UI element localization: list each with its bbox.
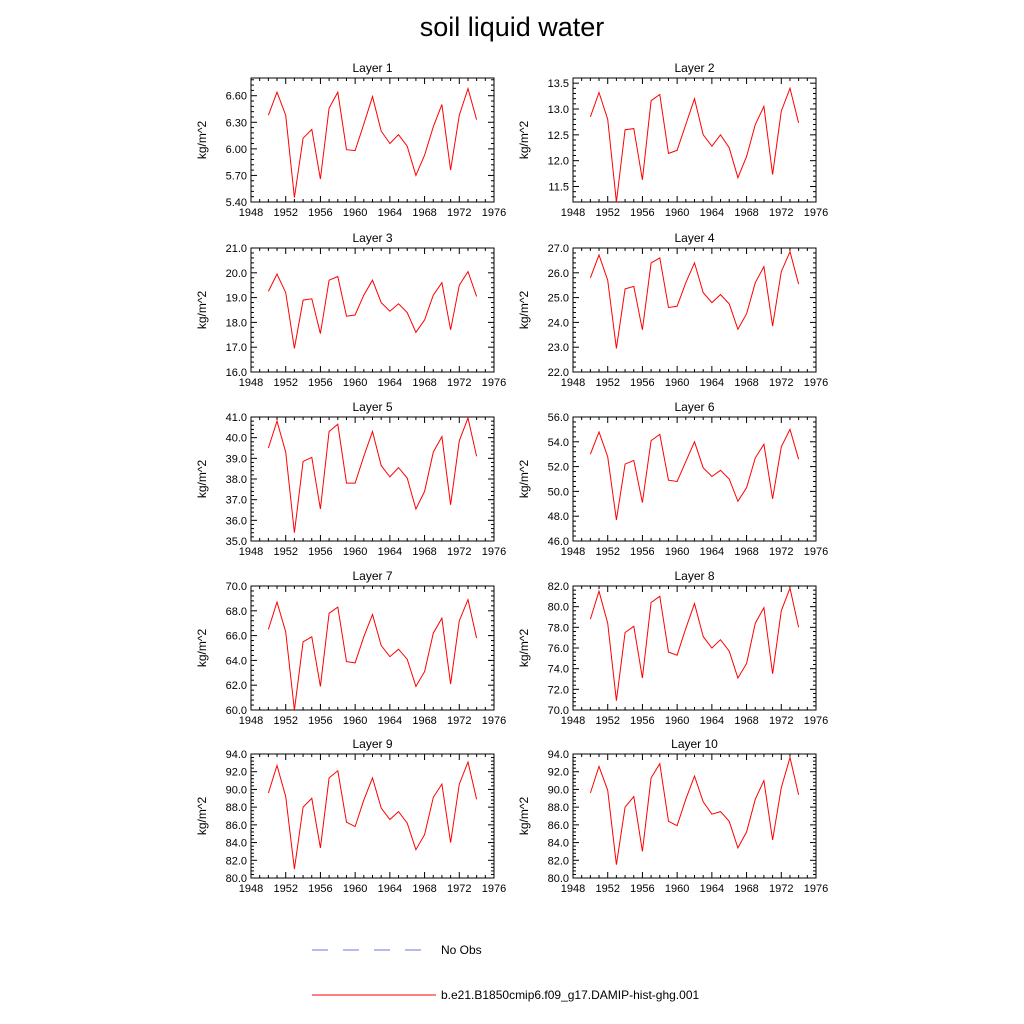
x-tick-label: 1964 (377, 546, 403, 558)
x-tick-label: 1964 (377, 377, 403, 389)
legend-label: b.e21.B1850cmip6.f09_g17.DAMIP-hist-ghg.001 (441, 988, 700, 1002)
x-tick-label: 1956 (630, 715, 655, 727)
plot-frame (251, 754, 494, 878)
panel-layer-8 (517, 569, 828, 727)
y-axis-label: kg/m^2 (195, 796, 209, 836)
x-tick-label: 1952 (273, 377, 298, 389)
y-axis-label: kg/m^2 (195, 628, 209, 668)
y-tick-label: 21.0 (225, 243, 247, 255)
x-tick-label: 1976 (803, 715, 829, 727)
series-line (268, 418, 476, 533)
panel-title: Layer 5 (352, 400, 393, 414)
x-tick-label: 1948 (238, 546, 264, 558)
x-tick-label: 1968 (412, 883, 437, 895)
x-tick-label: 1976 (481, 207, 507, 219)
x-tick-label: 1948 (238, 883, 264, 895)
panel-title: Layer 8 (674, 569, 715, 583)
x-tick-label: 1972 (769, 207, 794, 219)
x-tick-label: 1956 (308, 207, 333, 219)
x-tick-label: 1952 (273, 883, 298, 895)
x-tick-label: 1952 (273, 715, 298, 727)
panel-layer-4 (517, 231, 828, 389)
x-tick-label: 1952 (273, 207, 298, 219)
x-tick-label: 1960 (664, 207, 690, 219)
x-tick-label: 1952 (595, 377, 620, 389)
panel-layer-2 (517, 61, 828, 219)
y-tick-label: 12.0 (547, 155, 569, 168)
y-tick-label: 6.00 (225, 143, 247, 156)
y-tick-label: 88.0 (225, 802, 247, 815)
y-tick-label: 94.0 (547, 749, 569, 761)
plot-frame (573, 417, 816, 541)
y-tick-label: 90.0 (547, 784, 569, 797)
series-line (268, 89, 476, 198)
y-tick-label: 80.0 (547, 601, 569, 614)
y-tick-label: 64.0 (225, 655, 247, 668)
y-tick-label: 35.0 (225, 536, 247, 548)
y-tick-label: 80.0 (547, 873, 569, 885)
y-tick-label: 6.60 (225, 90, 247, 103)
series-line (590, 588, 798, 701)
y-tick-label: 41.0 (225, 412, 247, 424)
y-tick-label: 86.0 (225, 819, 247, 832)
panel-title: Layer 1 (352, 61, 393, 75)
panel-layer-5 (195, 400, 506, 558)
y-axis-label: kg/m^2 (517, 120, 531, 160)
legend (312, 943, 699, 1002)
y-tick-label: 13.5 (547, 78, 569, 91)
series-line (268, 272, 476, 349)
x-tick-label: 1964 (699, 546, 725, 558)
y-tick-label: 54.0 (547, 436, 569, 449)
y-tick-label: 94.0 (225, 749, 247, 761)
panel-layer-10 (517, 737, 828, 895)
y-tick-label: 17.0 (225, 342, 247, 355)
x-tick-label: 1972 (447, 546, 472, 558)
series-line (268, 762, 476, 869)
y-tick-label: 48.0 (547, 511, 569, 524)
x-tick-label: 1960 (342, 377, 368, 389)
y-tick-label: 13.0 (547, 104, 569, 116)
x-tick-label: 1972 (769, 377, 794, 389)
x-tick-label: 1968 (734, 715, 759, 727)
y-tick-label: 70.0 (547, 705, 569, 717)
x-tick-label: 1964 (377, 883, 403, 895)
x-tick-label: 1968 (734, 377, 759, 389)
series-line (590, 758, 798, 865)
panel-title: Layer 9 (352, 737, 393, 751)
panel-layer-3 (195, 231, 506, 389)
panel-layer-1 (195, 61, 506, 219)
y-tick-label: 20.0 (225, 267, 247, 280)
x-tick-label: 1976 (481, 715, 507, 727)
y-tick-label: 90.0 (225, 784, 247, 797)
x-tick-label: 1968 (734, 546, 759, 558)
x-tick-label: 1960 (342, 715, 368, 727)
y-tick-label: 27.0 (547, 243, 569, 255)
y-tick-label: 12.5 (547, 129, 569, 142)
y-tick-label: 24.0 (547, 317, 569, 330)
plot-frame (251, 248, 494, 372)
y-tick-label: 50.0 (547, 486, 569, 499)
x-tick-label: 1972 (769, 883, 794, 895)
panel-title: Layer 2 (674, 61, 715, 75)
x-tick-label: 1952 (595, 883, 620, 895)
x-tick-label: 1960 (342, 883, 368, 895)
y-tick-label: 6.30 (225, 117, 247, 130)
panel-layer-7 (195, 569, 506, 727)
y-tick-label: 62.0 (225, 680, 247, 693)
y-axis-label: kg/m^2 (517, 796, 531, 836)
x-tick-label: 1972 (447, 207, 472, 219)
x-tick-label: 1968 (412, 546, 437, 558)
y-tick-label: 36.0 (225, 515, 247, 528)
y-axis-label: kg/m^2 (517, 628, 531, 668)
x-tick-label: 1968 (412, 715, 437, 727)
x-tick-label: 1964 (699, 377, 725, 389)
y-tick-label: 86.0 (547, 819, 569, 832)
x-tick-label: 1976 (803, 377, 829, 389)
x-tick-label: 1976 (803, 883, 829, 895)
y-tick-label: 92.0 (225, 766, 247, 779)
x-tick-label: 1956 (308, 546, 333, 558)
x-tick-label: 1948 (560, 377, 586, 389)
y-tick-label: 74.0 (547, 663, 569, 676)
y-tick-label: 70.0 (225, 581, 247, 593)
y-tick-label: 82.0 (225, 855, 247, 868)
x-tick-label: 1948 (238, 377, 264, 389)
y-axis-label: kg/m^2 (195, 120, 209, 160)
y-tick-label: 19.0 (225, 292, 247, 305)
x-tick-label: 1960 (664, 883, 690, 895)
plot-frame (573, 248, 816, 372)
x-tick-label: 1972 (769, 715, 794, 727)
x-tick-label: 1968 (734, 207, 759, 219)
y-tick-label: 84.0 (225, 837, 247, 850)
x-tick-label: 1976 (803, 207, 829, 219)
x-tick-label: 1960 (664, 377, 690, 389)
x-tick-label: 1968 (734, 883, 759, 895)
y-tick-label: 11.5 (548, 181, 569, 194)
x-tick-label: 1964 (699, 715, 725, 727)
x-tick-label: 1956 (308, 715, 333, 727)
x-tick-label: 1968 (412, 377, 437, 389)
x-tick-label: 1948 (238, 207, 264, 219)
x-tick-label: 1968 (412, 207, 437, 219)
x-tick-label: 1976 (803, 546, 829, 558)
y-axis-label: kg/m^2 (195, 290, 209, 330)
x-tick-label: 1972 (447, 715, 472, 727)
x-tick-label: 1960 (342, 546, 368, 558)
panel-title: Layer 10 (671, 737, 718, 751)
x-tick-label: 1972 (447, 377, 472, 389)
y-tick-label: 5.70 (225, 170, 247, 183)
y-tick-label: 84.0 (547, 837, 569, 850)
y-tick-label: 56.0 (547, 412, 569, 424)
plot-frame (573, 754, 816, 878)
x-tick-label: 1960 (664, 715, 690, 727)
y-tick-label: 38.0 (225, 474, 247, 486)
x-tick-label: 1952 (595, 715, 620, 727)
y-tick-label: 16.0 (225, 367, 247, 379)
x-tick-label: 1956 (308, 883, 333, 895)
y-tick-label: 22.0 (547, 367, 569, 379)
panel-title: Layer 6 (674, 400, 715, 414)
x-tick-label: 1956 (630, 546, 655, 558)
series-line (590, 88, 798, 202)
x-tick-label: 1948 (560, 207, 586, 219)
x-tick-label: 1956 (630, 883, 655, 895)
x-tick-label: 1952 (595, 207, 620, 219)
y-tick-label: 66.0 (225, 630, 247, 643)
y-tick-label: 40.0 (225, 432, 247, 445)
x-tick-label: 1952 (273, 546, 298, 558)
x-tick-label: 1956 (630, 377, 655, 389)
panel-title: Layer 3 (352, 231, 393, 245)
y-tick-label: 76.0 (547, 643, 569, 655)
plot-frame (251, 417, 494, 541)
x-tick-label: 1972 (769, 546, 794, 558)
x-tick-label: 1964 (699, 883, 725, 895)
y-tick-label: 46.0 (547, 536, 569, 548)
chart-title: soil liquid water (419, 12, 605, 42)
y-tick-label: 18.0 (225, 317, 247, 330)
y-tick-label: 26.0 (547, 267, 569, 280)
x-tick-label: 1948 (560, 715, 586, 727)
panel-title: Layer 4 (674, 231, 715, 245)
x-tick-label: 1964 (377, 715, 403, 727)
x-tick-label: 1948 (238, 715, 264, 727)
y-tick-label: 80.0 (225, 873, 247, 885)
x-tick-label: 1964 (699, 207, 725, 219)
y-axis-label: kg/m^2 (517, 459, 531, 499)
y-tick-label: 37.0 (225, 494, 247, 507)
y-tick-label: 88.0 (547, 802, 569, 815)
panel-title: Layer 7 (352, 569, 393, 583)
y-tick-label: 60.0 (225, 705, 247, 717)
legend-label: No Obs (441, 943, 482, 957)
x-tick-label: 1976 (481, 377, 507, 389)
x-tick-label: 1976 (481, 546, 507, 558)
x-tick-label: 1952 (595, 546, 620, 558)
panel-layer-6 (517, 400, 828, 558)
x-tick-label: 1960 (664, 546, 690, 558)
series-line (268, 600, 476, 710)
series-line (590, 252, 798, 349)
x-tick-label: 1964 (377, 207, 403, 219)
y-axis-label: kg/m^2 (517, 290, 531, 330)
x-tick-label: 1948 (560, 883, 586, 895)
y-tick-label: 92.0 (547, 766, 569, 779)
y-axis-label: kg/m^2 (195, 459, 209, 499)
x-tick-label: 1972 (447, 883, 472, 895)
y-tick-label: 82.0 (547, 581, 569, 593)
series-line (590, 429, 798, 520)
x-tick-label: 1976 (481, 883, 507, 895)
y-tick-label: 39.0 (225, 453, 247, 466)
x-tick-label: 1956 (630, 207, 655, 219)
y-tick-label: 52.0 (547, 461, 569, 474)
x-tick-label: 1956 (308, 377, 333, 389)
y-tick-label: 23.0 (547, 342, 569, 355)
y-tick-label: 82.0 (547, 855, 569, 868)
y-tick-label: 78.0 (547, 622, 569, 635)
x-tick-label: 1948 (560, 546, 586, 558)
y-tick-label: 25.0 (547, 292, 569, 305)
y-tick-label: 72.0 (547, 684, 569, 697)
y-tick-label: 5.40 (225, 197, 247, 209)
x-tick-label: 1960 (342, 207, 368, 219)
panel-layer-9 (195, 737, 506, 895)
y-tick-label: 68.0 (225, 605, 247, 618)
